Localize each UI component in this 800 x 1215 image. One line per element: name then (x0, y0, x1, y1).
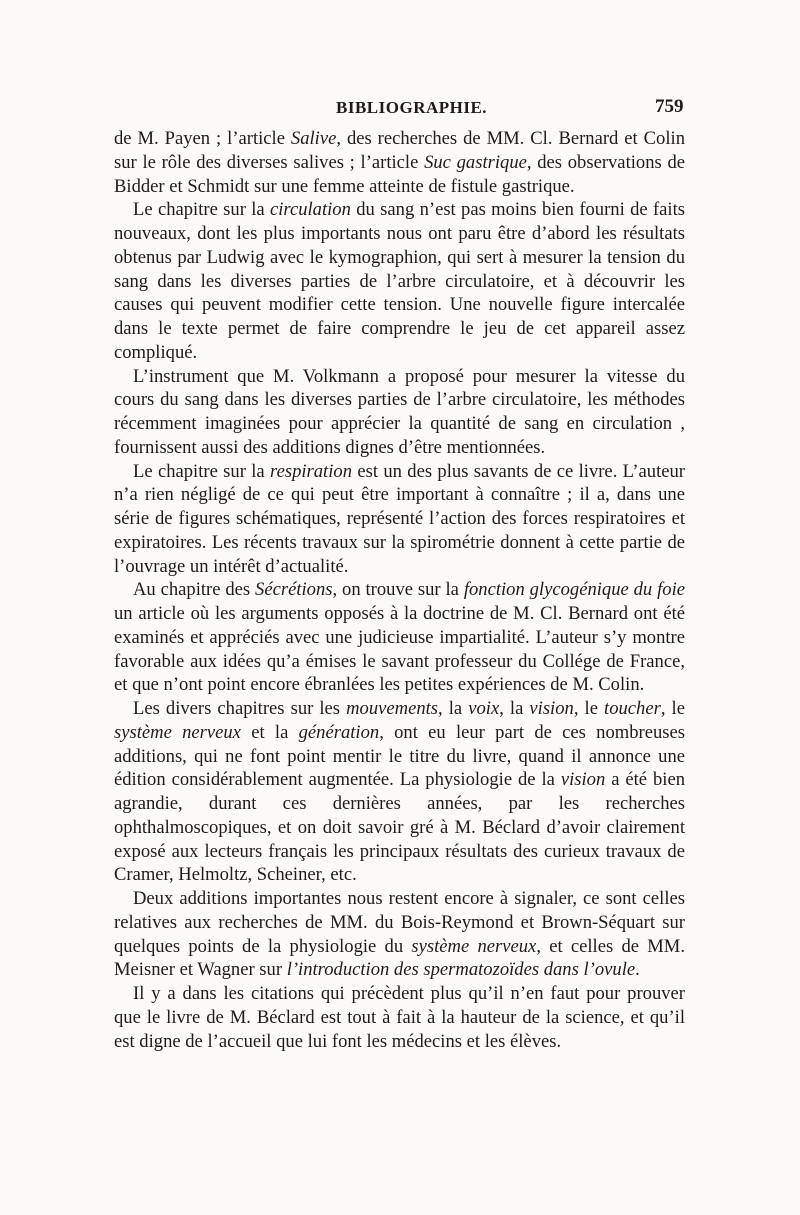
italic-text: vision (560, 769, 606, 791)
paragraph (114, 887, 685, 982)
text-run: est un des plus savants de ce livre. L’auteur n’a rien négligé de ce qui peut être important à connaître ; il a, dans une série de figures schématiques, représenté l’action des forces respiratoires et expiratoires. Les récents travaux sur la spirométrie donnent à cette partie de l’ouvrage un intérêt d’actualité. (114, 460, 685, 577)
body-text (114, 127, 685, 1053)
italic-text: voix (468, 698, 500, 719)
text-run: Le chapitre sur la (133, 199, 270, 221)
text-run: L’instrument que M. Volkmann a proposé pour mesurer la vitesse du cours du sang dans les diverses parties de l’arbre circulatoire, les méthodes récemment imaginées pour apprécier la quantité de sang en circulation , fournissent aussi des additions dignes d’être mentionnées. (114, 365, 685, 458)
text-run: Deux additions importantes nous restent encore à signaler, ce sont celles relatives aux recherches de MM. du Bois-Reymond et Brown-Séquart sur quelques points de la physiologie du (114, 888, 685, 957)
italic-text: Salive (290, 128, 337, 149)
text-run: Les divers chapitres sur les (133, 698, 347, 719)
text-run: et la (240, 721, 299, 743)
italic-text: Suc gastrique (424, 151, 527, 173)
text-run: , le (573, 698, 605, 719)
page-number: 759 (655, 96, 684, 117)
paragraph (114, 578, 685, 697)
italic-text: système nerveux (411, 935, 537, 957)
text-run: , des observations de Bidder et Schmidt sur une femme atteinte de fistule gastrique. (114, 151, 685, 197)
text-run: a été bien agrandie, durant ces dernières années, par les recherches ophthalmoscopiques, et on doit savoir gré à M. Béclard d’avoir clairement exposé aux lecteurs français les principaux résultats des curieux travaux de Cramer, Helmoltz, Scheiner, etc. (114, 769, 686, 886)
text-run: , la (499, 698, 530, 719)
italic-text: système nerveux (114, 721, 241, 743)
italic-text: l’introduction des spermatozoïdes dans l’ovule (286, 959, 636, 981)
text-run: , la (438, 698, 469, 719)
italic-text: génération (298, 721, 380, 743)
paragraph (114, 982, 685, 1053)
paragraph (114, 365, 685, 460)
text-run: de M. Payen ; l’article (114, 128, 291, 149)
text-run: du sang n’est pas moins bien fourni de faits nouveaux, dont les plus importants nous ont paru être d’abord les résultats obtenus par Ludwig avec le kymographion, qui sert à mesurer la tension du sang dans les diverses parties de l’arbre circulatoire, et à découvrir les causes qui peuvent modifier cette tension. Une nouvelle figure intercalée dans le texte permet de faire comprendre le jeu de cet appareil assez compliqué. (114, 199, 685, 363)
text-run: Le chapitre sur la (133, 460, 271, 482)
text-run: , des recherches de MM. Cl. Bernard et Colin sur le rôle des diverses salives ; l’article (114, 128, 685, 173)
text-run: , et celles de MM. Meisner et Wagner sur (114, 935, 685, 981)
text-run: , le (660, 698, 685, 719)
paragraph (114, 127, 685, 198)
text-run: un article où les arguments opposés à la doctrine de M. Cl. Bernard ont été examinés et appréciés avec une judicieuse impartialité. L’auteur s’y montre favorable aux idées qu’a émises le savant professeur du Collége de France, et que n’ont point encore ébranlées les petites expériences de M. Colin. (114, 603, 685, 696)
italic-text: respiration (270, 460, 352, 482)
text-run: , ont eu leur part de ces nombreuses additions, qui ne font point mentir le titre du livre, quand il annonce une édition considérablement augmentée. La physiologie de la (114, 721, 685, 791)
italic-text: circulation (269, 199, 351, 221)
running-title: BIBLIOGRAPHIE. (336, 98, 488, 117)
paragraph (114, 697, 685, 887)
text-run: Il y a dans les citations qui précèdent plus qu’il n’en faut pour prouver que le livre de M. Béclard est tout à fait à la hauteur de la science, et qu’il est digne de l’accueil que lui font les médecins et les élèves. (114, 983, 685, 1052)
italic-text: toucher (604, 698, 661, 719)
italic-text: fonction glycogénique du foie (463, 579, 685, 601)
paragraph (114, 198, 685, 364)
paragraph (114, 460, 685, 579)
italic-text: Sécrétions (255, 579, 333, 601)
text-run: . (635, 959, 640, 981)
text-run: , on trouve sur la (332, 579, 464, 601)
italic-text: mouvements (346, 698, 439, 719)
italic-text: vision (529, 698, 574, 719)
text-run: Au chapitre des (133, 579, 256, 601)
running-header (0, 98, 800, 128)
